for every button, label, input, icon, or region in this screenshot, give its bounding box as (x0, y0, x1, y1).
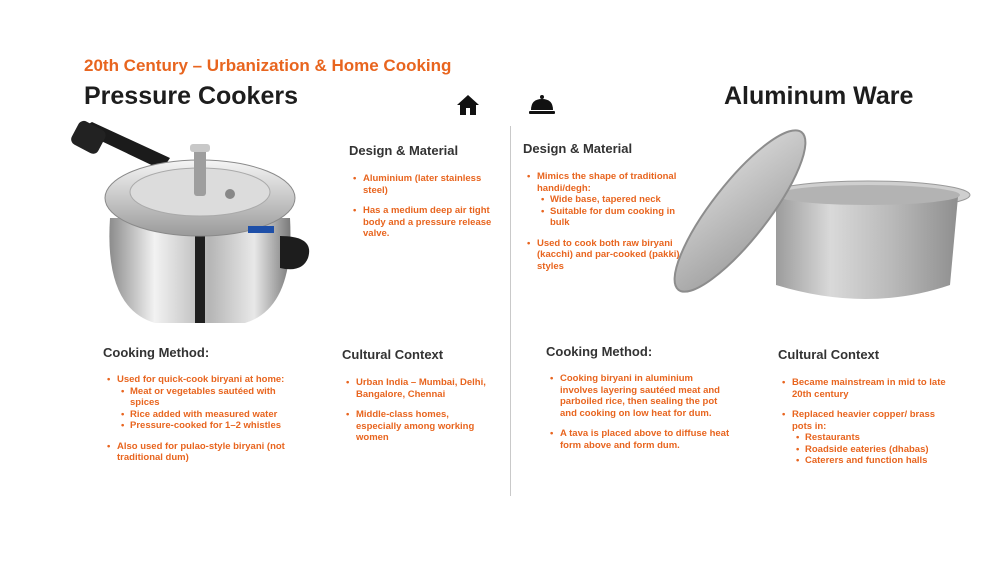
section-subtitle: 20th Century – Urbanization & Home Cooking (84, 56, 452, 75)
aluminum-pot-image (668, 125, 972, 315)
pressure-cooker-image (70, 118, 320, 333)
sub-list (541, 194, 682, 229)
sub-list-item: • Meat or vegetables sautéed with spices (121, 386, 297, 409)
aluminum-cooking-list (550, 373, 730, 451)
list-item: • Middle-class homes, especially among working women (346, 409, 496, 444)
pressure-design-heading: Design & Material (349, 143, 459, 158)
pressure-cookers-title: Pressure Cookers (84, 82, 299, 110)
pressure-cooking-heading: Cooking Method: (103, 345, 210, 360)
sub-list-item: • Pressure-cooked for 1–2 whistles (121, 420, 297, 432)
list-item: • Also used for pulao-style biryani (not traditional dum) (107, 441, 297, 464)
list-item (527, 171, 682, 229)
list-item: • Aluminium (later stainless steel) (353, 173, 503, 196)
sub-list-item: • Roadside eateries (dhabas) (796, 444, 947, 456)
aluminum-culture-list (782, 377, 947, 467)
aluminum-design-heading: Design & Material (523, 141, 633, 156)
center-divider (510, 126, 511, 496)
sub-list-item: • Wide base, tapered neck (541, 194, 682, 206)
list-item: • Urban India – Mumbai, Delhi, Bangalore, Chennai (346, 377, 496, 400)
sub-list (796, 432, 947, 467)
list-item-text: Replaced heavier copper/ brass pots in: (792, 409, 936, 432)
sub-list-item: • Caterers and function halls (796, 455, 947, 467)
list-item (107, 374, 297, 432)
list-item-text: Mimics the shape of traditional handi/degh: (537, 171, 677, 194)
list-item: • A tava is placed above to diffuse heat form above and form dum. (550, 428, 730, 451)
sub-list-item: • Rice added with measured water (121, 409, 297, 421)
sub-list-item: • Restaurants (796, 432, 947, 444)
aluminum-cooking-heading: Cooking Method: (546, 344, 653, 359)
sub-list-item: • Suitable for dum cooking in bulk (541, 206, 682, 229)
pressure-culture-list (346, 377, 496, 444)
list-item: • Used to cook both raw biryani (kacchi) and par-cooked (pakki) styles (527, 238, 682, 273)
list-item: • Cooking biryani in aluminium involves layering sautéed meat and parboiled rice, then sealing the pot and cooking on low heat for dum. (550, 373, 730, 419)
home-icon (456, 94, 480, 116)
pressure-cooking-list (107, 374, 297, 464)
aluminum-ware-title: Aluminum Ware (724, 82, 914, 110)
aluminum-design-list (527, 171, 682, 272)
pressure-design-list (353, 173, 503, 240)
list-item: • Became mainstream in mid to late 20th century (782, 377, 947, 400)
list-item (782, 409, 947, 467)
list-item: • Has a medium deep air tight body and a pressure release valve. (353, 205, 503, 240)
cloche-icon (528, 94, 556, 116)
sub-list (121, 386, 297, 432)
list-item-text: Used for quick-cook biryani at home: (117, 374, 285, 385)
aluminum-culture-heading: Cultural Context (778, 347, 880, 362)
pressure-culture-heading: Cultural Context (342, 347, 444, 362)
